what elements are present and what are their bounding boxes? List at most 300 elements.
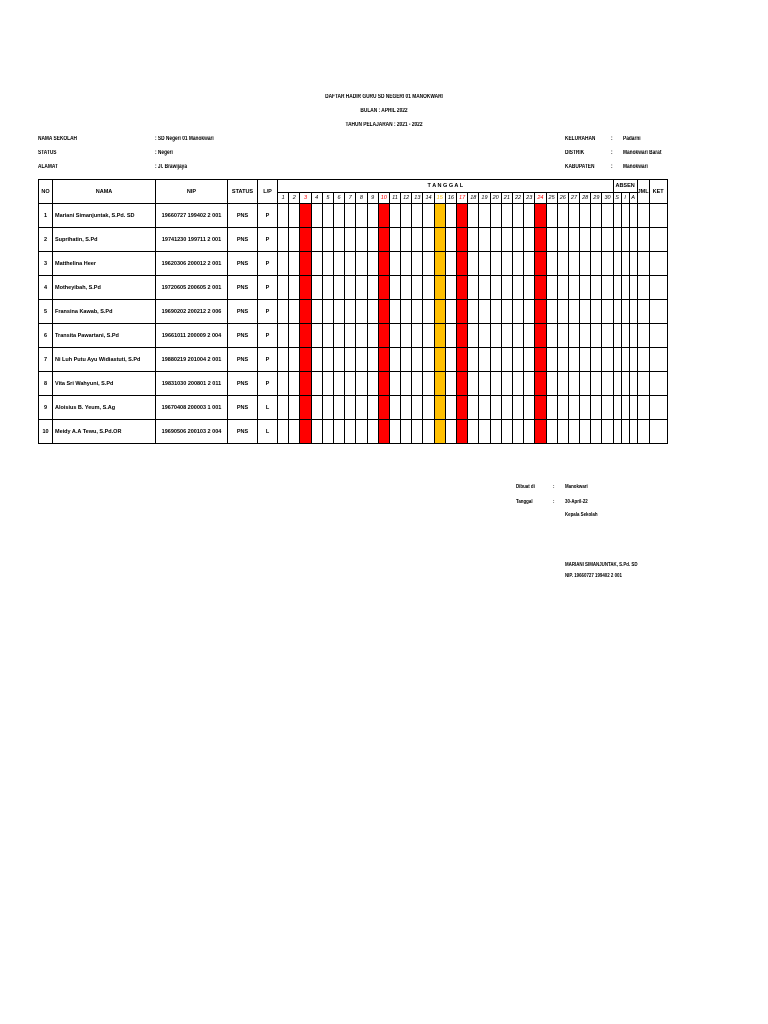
sig-nip: NIP. 19660727 199402 2 001 xyxy=(565,573,622,579)
day-header: 25 xyxy=(546,193,557,204)
ket-cell xyxy=(649,252,667,276)
info-label: ALAMAT xyxy=(38,164,58,170)
info-value: : Jl. Brawijaya xyxy=(155,164,188,170)
cell-status: PNS xyxy=(228,204,258,228)
day-cell xyxy=(457,228,468,252)
day-cell xyxy=(289,252,300,276)
day-header: 17 xyxy=(457,193,468,204)
day-cell xyxy=(479,396,490,420)
day-cell xyxy=(546,348,557,372)
day-cell xyxy=(457,420,468,444)
info-label: KELURAHAN xyxy=(565,136,596,142)
cell-nip: 19690202 200212 2 006 xyxy=(156,300,228,324)
day-cell xyxy=(568,324,579,348)
day-cell xyxy=(568,348,579,372)
day-cell xyxy=(389,204,400,228)
cell-nip: 19660727 199402 2 001 xyxy=(156,204,228,228)
table-row xyxy=(39,204,668,228)
absen-cell xyxy=(621,348,629,372)
day-cell xyxy=(580,396,591,420)
day-cell xyxy=(535,300,546,324)
day-cell xyxy=(591,396,602,420)
day-header: 26 xyxy=(557,193,568,204)
day-cell xyxy=(490,348,501,372)
day-cell xyxy=(457,204,468,228)
day-cell xyxy=(322,204,333,228)
day-cell xyxy=(356,348,367,372)
day-cell xyxy=(412,252,423,276)
day-cell xyxy=(445,252,456,276)
day-cell xyxy=(434,276,445,300)
day-header: 19 xyxy=(479,193,490,204)
cell-status: PNS xyxy=(228,300,258,324)
info-value: Padarni xyxy=(623,136,641,142)
cell-status: PNS xyxy=(228,276,258,300)
day-header: 28 xyxy=(580,193,591,204)
day-header: 10 xyxy=(378,193,389,204)
day-cell xyxy=(445,396,456,420)
day-cell xyxy=(490,204,501,228)
col-absen-header: ABSEN xyxy=(613,180,637,193)
day-cell xyxy=(479,420,490,444)
cell-nama: Motheyibah, S.Pd xyxy=(53,276,156,300)
day-cell xyxy=(367,420,378,444)
absen-cell xyxy=(629,324,637,348)
day-cell xyxy=(479,252,490,276)
absen-cell xyxy=(621,372,629,396)
col-nip-header: NIP xyxy=(156,180,228,204)
absen-cell xyxy=(613,396,621,420)
absen-cell xyxy=(621,252,629,276)
day-header: 11 xyxy=(389,193,400,204)
day-cell xyxy=(389,276,400,300)
day-cell xyxy=(490,396,501,420)
day-cell xyxy=(289,396,300,420)
day-cell xyxy=(591,204,602,228)
day-cell xyxy=(333,420,344,444)
day-cell xyxy=(468,396,479,420)
day-header: 8 xyxy=(356,193,367,204)
day-cell xyxy=(479,228,490,252)
day-cell xyxy=(412,420,423,444)
day-cell xyxy=(479,372,490,396)
day-cell xyxy=(524,276,535,300)
day-cell xyxy=(457,252,468,276)
cell-no: 3 xyxy=(39,252,53,276)
absen-cell xyxy=(629,300,637,324)
day-cell xyxy=(535,252,546,276)
day-cell xyxy=(524,252,535,276)
day-cell xyxy=(602,276,613,300)
cell-nip: 19831030 200801 2 011 xyxy=(156,372,228,396)
absen-cell xyxy=(613,348,621,372)
cell-lp: P xyxy=(258,300,278,324)
absen-cell xyxy=(621,228,629,252)
day-cell xyxy=(557,420,568,444)
day-cell xyxy=(289,324,300,348)
day-cell xyxy=(278,252,289,276)
day-cell xyxy=(501,420,512,444)
info-label: STATUS xyxy=(38,150,57,156)
cell-nama: Meidy A.A Tewu, S.Pd.OR xyxy=(53,420,156,444)
day-cell xyxy=(445,276,456,300)
day-cell xyxy=(311,348,322,372)
day-cell xyxy=(345,420,356,444)
day-cell xyxy=(535,396,546,420)
day-cell xyxy=(602,420,613,444)
day-cell xyxy=(479,276,490,300)
cell-nip: 19880219 201004 2 001 xyxy=(156,348,228,372)
cell-lp: P xyxy=(258,228,278,252)
jml-cell xyxy=(637,348,649,372)
cell-no: 1 xyxy=(39,204,53,228)
absen-cell xyxy=(621,396,629,420)
sig-role: Kepala Sekolah xyxy=(565,512,598,518)
cell-nama: Suprihatin, S.Pd xyxy=(53,228,156,252)
day-cell xyxy=(367,252,378,276)
day-cell xyxy=(378,252,389,276)
day-cell xyxy=(580,252,591,276)
day-cell xyxy=(468,300,479,324)
day-cell xyxy=(289,300,300,324)
cell-nama: Vita Sri Wahyuni, S.Pd xyxy=(53,372,156,396)
day-cell xyxy=(524,348,535,372)
day-cell xyxy=(389,252,400,276)
table-row xyxy=(39,252,668,276)
day-cell xyxy=(580,420,591,444)
day-cell xyxy=(278,420,289,444)
day-cell xyxy=(356,396,367,420)
day-cell xyxy=(535,228,546,252)
day-cell xyxy=(423,420,434,444)
day-header: 16 xyxy=(445,193,456,204)
cell-status: PNS xyxy=(228,396,258,420)
day-header: 24 xyxy=(535,193,546,204)
absen-cell xyxy=(621,300,629,324)
day-cell xyxy=(278,348,289,372)
day-cell xyxy=(580,348,591,372)
day-cell xyxy=(300,396,311,420)
day-cell xyxy=(546,372,557,396)
cell-status: PNS xyxy=(228,420,258,444)
day-cell xyxy=(378,372,389,396)
day-cell xyxy=(602,204,613,228)
cell-status: PNS xyxy=(228,228,258,252)
header-month: BULAN : APRIL 2022 xyxy=(360,108,408,114)
day-cell xyxy=(356,228,367,252)
cell-nip: 19741230 199711 2 001 xyxy=(156,228,228,252)
jml-cell xyxy=(637,300,649,324)
day-header: 3 xyxy=(300,193,311,204)
ket-cell xyxy=(649,204,667,228)
day-cell xyxy=(423,324,434,348)
day-cell xyxy=(378,276,389,300)
day-cell xyxy=(557,228,568,252)
cell-no: 2 xyxy=(39,228,53,252)
cell-lp: P xyxy=(258,252,278,276)
day-header: 15 xyxy=(434,193,445,204)
col-tanggal-header: T A N G G A L xyxy=(278,180,614,193)
day-header: 5 xyxy=(322,193,333,204)
day-cell xyxy=(289,276,300,300)
day-cell xyxy=(389,324,400,348)
day-cell xyxy=(434,228,445,252)
day-cell xyxy=(524,300,535,324)
table-row xyxy=(39,372,668,396)
day-cell xyxy=(367,300,378,324)
day-cell xyxy=(546,396,557,420)
sig-date-sep: : xyxy=(553,499,555,505)
ket-cell xyxy=(649,372,667,396)
day-cell xyxy=(457,300,468,324)
day-cell xyxy=(468,324,479,348)
day-cell xyxy=(412,276,423,300)
day-cell xyxy=(401,348,412,372)
day-cell xyxy=(300,348,311,372)
absen-cell xyxy=(613,420,621,444)
day-header: 23 xyxy=(524,193,535,204)
day-cell xyxy=(322,420,333,444)
day-cell xyxy=(401,252,412,276)
day-cell xyxy=(300,420,311,444)
day-cell xyxy=(512,228,523,252)
day-cell xyxy=(345,252,356,276)
day-cell xyxy=(423,348,434,372)
cell-lp: L xyxy=(258,420,278,444)
info-label: DISTRIK xyxy=(565,150,585,156)
day-cell xyxy=(445,324,456,348)
day-cell xyxy=(568,420,579,444)
cell-lp: P xyxy=(258,372,278,396)
info-value: Manokwari xyxy=(623,164,648,170)
day-cell xyxy=(300,252,311,276)
day-cell xyxy=(322,348,333,372)
day-cell xyxy=(602,228,613,252)
sig-place-sep: : xyxy=(553,484,555,490)
day-cell xyxy=(546,228,557,252)
day-cell xyxy=(445,420,456,444)
day-header: 27 xyxy=(568,193,579,204)
day-cell xyxy=(445,348,456,372)
day-cell xyxy=(602,324,613,348)
day-cell xyxy=(412,204,423,228)
day-cell xyxy=(602,348,613,372)
sig-name: MARIANI SIMANJUNTAK, S.Pd. SD xyxy=(565,562,638,568)
day-cell xyxy=(356,276,367,300)
day-cell xyxy=(278,204,289,228)
day-cell xyxy=(322,324,333,348)
day-cell xyxy=(457,324,468,348)
day-cell xyxy=(289,204,300,228)
day-cell xyxy=(434,252,445,276)
sig-date-label: Tanggal xyxy=(516,499,533,505)
day-cell xyxy=(278,324,289,348)
day-cell xyxy=(434,204,445,228)
day-cell xyxy=(423,228,434,252)
day-header: 20 xyxy=(490,193,501,204)
col-no-header: NO xyxy=(39,180,53,204)
day-cell xyxy=(378,300,389,324)
ket-cell xyxy=(649,324,667,348)
day-cell xyxy=(423,276,434,300)
jml-cell xyxy=(637,372,649,396)
absen-cell xyxy=(621,420,629,444)
day-cell xyxy=(367,204,378,228)
day-cell xyxy=(412,228,423,252)
day-cell xyxy=(591,324,602,348)
day-cell xyxy=(580,276,591,300)
day-cell xyxy=(278,276,289,300)
cell-lp: P xyxy=(258,348,278,372)
table-row xyxy=(39,420,668,444)
day-cell xyxy=(412,372,423,396)
day-cell xyxy=(333,348,344,372)
day-cell xyxy=(457,276,468,300)
day-cell xyxy=(457,348,468,372)
table-row xyxy=(39,300,668,324)
day-cell xyxy=(345,204,356,228)
day-cell xyxy=(591,348,602,372)
day-cell xyxy=(345,276,356,300)
cell-nip: 19670408 200003 1 001 xyxy=(156,396,228,420)
day-cell xyxy=(345,372,356,396)
day-cell xyxy=(278,228,289,252)
day-cell xyxy=(311,204,322,228)
day-cell xyxy=(580,324,591,348)
day-cell xyxy=(557,276,568,300)
day-cell xyxy=(535,204,546,228)
absen-cell xyxy=(629,252,637,276)
day-header: 6 xyxy=(333,193,344,204)
day-cell xyxy=(300,204,311,228)
day-cell xyxy=(311,372,322,396)
day-header: 12 xyxy=(401,193,412,204)
day-cell xyxy=(602,372,613,396)
day-cell xyxy=(524,396,535,420)
day-cell xyxy=(356,372,367,396)
header-year: TAHUN PELAJARAN : 2021 - 2022 xyxy=(345,122,423,128)
day-cell xyxy=(512,204,523,228)
day-cell xyxy=(546,276,557,300)
day-cell xyxy=(423,396,434,420)
day-cell xyxy=(591,420,602,444)
cell-no: 10 xyxy=(39,420,53,444)
sig-place-label: Dibuat di xyxy=(516,484,535,490)
day-cell xyxy=(602,396,613,420)
day-cell xyxy=(568,396,579,420)
absen-cell xyxy=(613,300,621,324)
absen-sub-header: S xyxy=(613,193,621,204)
day-cell xyxy=(322,252,333,276)
cell-no: 5 xyxy=(39,300,53,324)
day-cell xyxy=(345,228,356,252)
day-cell xyxy=(501,252,512,276)
day-cell xyxy=(378,204,389,228)
day-cell xyxy=(468,420,479,444)
day-cell xyxy=(468,228,479,252)
day-cell xyxy=(434,396,445,420)
day-cell xyxy=(568,276,579,300)
day-cell xyxy=(591,252,602,276)
day-cell xyxy=(401,276,412,300)
day-cell xyxy=(557,372,568,396)
day-cell xyxy=(524,324,535,348)
day-cell xyxy=(311,228,322,252)
day-cell xyxy=(557,396,568,420)
day-cell xyxy=(345,396,356,420)
jml-cell xyxy=(637,396,649,420)
day-header: 7 xyxy=(345,193,356,204)
day-cell xyxy=(356,420,367,444)
day-cell xyxy=(512,300,523,324)
day-cell xyxy=(535,420,546,444)
day-cell xyxy=(490,300,501,324)
day-cell xyxy=(457,372,468,396)
info-label: NAMA SEKOLAH xyxy=(38,136,78,142)
day-cell xyxy=(546,300,557,324)
day-cell xyxy=(311,300,322,324)
info-sep: : xyxy=(611,150,613,156)
day-cell xyxy=(434,348,445,372)
cell-lp: P xyxy=(258,324,278,348)
day-cell xyxy=(490,228,501,252)
table-row xyxy=(39,324,668,348)
cell-status: PNS xyxy=(228,252,258,276)
day-cell xyxy=(580,300,591,324)
sig-place-value: Manokwari xyxy=(565,484,588,490)
day-cell xyxy=(333,252,344,276)
day-cell xyxy=(501,228,512,252)
day-cell xyxy=(512,396,523,420)
day-cell xyxy=(300,324,311,348)
day-cell xyxy=(490,324,501,348)
day-cell xyxy=(300,228,311,252)
day-cell xyxy=(535,324,546,348)
cell-no: 4 xyxy=(39,276,53,300)
day-cell xyxy=(501,372,512,396)
absen-cell xyxy=(629,372,637,396)
absen-cell xyxy=(629,420,637,444)
day-cell xyxy=(356,300,367,324)
day-cell xyxy=(401,372,412,396)
day-cell xyxy=(501,348,512,372)
day-cell xyxy=(479,300,490,324)
day-cell xyxy=(434,372,445,396)
jml-cell xyxy=(637,204,649,228)
day-cell xyxy=(434,324,445,348)
day-cell xyxy=(378,396,389,420)
absen-cell xyxy=(613,204,621,228)
day-cell xyxy=(322,228,333,252)
cell-nama: Transita Pawartani, S.Pd xyxy=(53,324,156,348)
day-header: 29 xyxy=(591,193,602,204)
day-cell xyxy=(367,348,378,372)
day-cell xyxy=(333,276,344,300)
day-cell xyxy=(345,300,356,324)
ket-cell xyxy=(649,420,667,444)
day-cell xyxy=(512,348,523,372)
day-cell xyxy=(322,300,333,324)
attendance-table xyxy=(38,179,668,444)
cell-lp: P xyxy=(258,276,278,300)
jml-cell xyxy=(637,252,649,276)
jml-cell xyxy=(637,276,649,300)
day-cell xyxy=(311,396,322,420)
day-cell xyxy=(289,348,300,372)
day-cell xyxy=(356,252,367,276)
day-cell xyxy=(568,228,579,252)
table-row xyxy=(39,348,668,372)
